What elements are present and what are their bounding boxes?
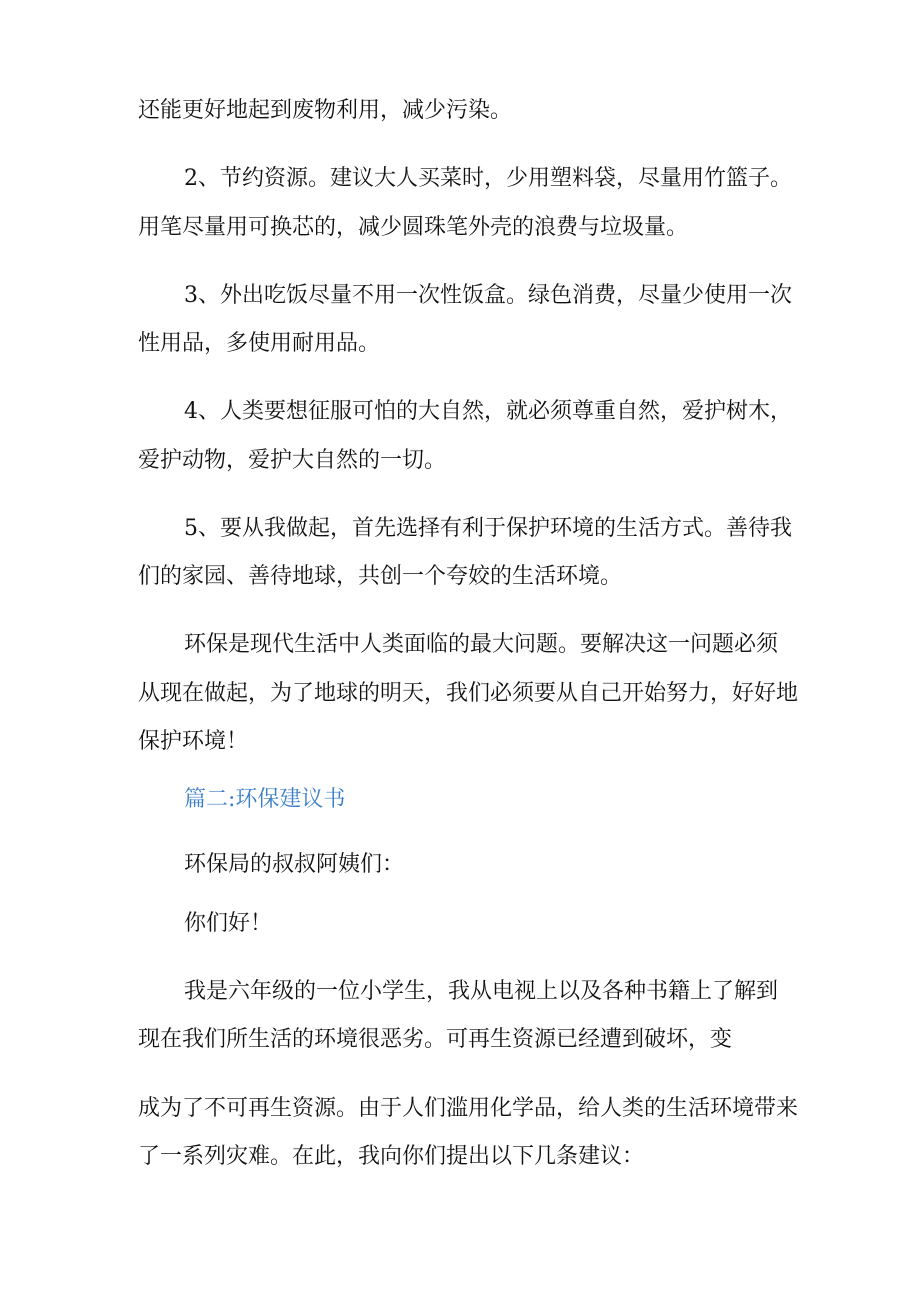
conclusion-line-2: 从现在做起，为了地球的明天，我们必须要从自己开始努力，好好地 bbox=[138, 681, 799, 706]
letter-salutation: 环保局的叔叔阿姨们： bbox=[184, 852, 405, 877]
conclusion-line-3: 保护环境！ bbox=[138, 729, 249, 754]
list-item-5-line-1: 5、要从我做起，首先选择有利于保护环境的生活方式。善待我 bbox=[184, 516, 792, 541]
list-item-4-line-1: 4、人类要想征服可怕的大自然，就必须尊重自然，爱护树木， bbox=[184, 399, 792, 424]
list-item-2-line-1: 2、节约资源。建议大人买菜时，少用塑料袋，尽量用竹篮子。 bbox=[184, 166, 792, 191]
letter-body-line-1: 我是六年级的一位小学生，我从电视上以及各种书籍上了解到 bbox=[184, 979, 779, 1004]
list-item-4-line-2: 爱护动物，爱护大自然的一切。 bbox=[138, 448, 447, 473]
list-item-3-line-2: 性用品，多使用耐用品。 bbox=[138, 331, 381, 356]
letter-body-line-4: 了一系列灾难。在此，我向你们提出以下几条建议： bbox=[138, 1144, 645, 1169]
list-item-2-line-2: 用笔尽量用可换芯的，减少圆珠笔外壳的浪费与垃圾量。 bbox=[138, 215, 689, 240]
list-item-5-line-2: 们的家园、善待地球，共创一个夸姣的生活环境。 bbox=[138, 564, 623, 589]
letter-body-line-2: 现在我们所生活的环境很恶劣。可再生资源已经遭到破坏，变 bbox=[138, 1027, 733, 1052]
list-item-3-line-1: 3、外出吃饭尽量不用一次性饭盒。绿色消费，尽量少使用一次 bbox=[184, 283, 792, 308]
text-line: 还能更好地起到废物利用，减少污染。 bbox=[138, 98, 513, 123]
letter-greeting: 你们好！ bbox=[184, 911, 273, 936]
letter-body-line-3: 成为了不可再生资源。由于人们滥用化学品，给人类的生活环境带来 bbox=[138, 1096, 799, 1121]
section-heading: 篇二:环保建议书 bbox=[184, 787, 346, 812]
conclusion-line-1: 环保是现代生活中人类面临的最大问题。要解决这一问题必须 bbox=[184, 632, 779, 657]
